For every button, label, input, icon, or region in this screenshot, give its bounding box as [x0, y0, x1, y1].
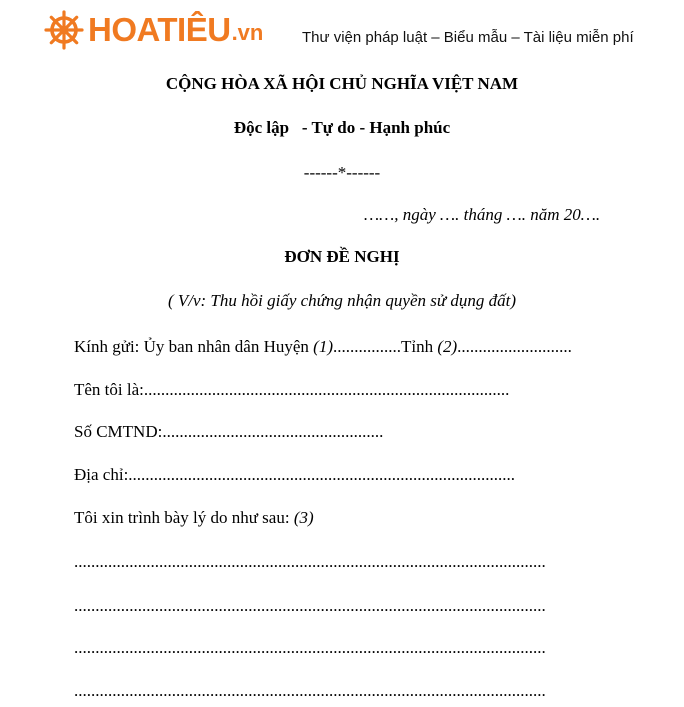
separator: ------*------ — [303, 163, 381, 182]
id-line: Số CMTND:.................................................... — [74, 422, 384, 441]
site-tagline: Thư viện pháp luật – Biểu mẫu – Tài liệu miễn phí — [302, 29, 634, 46]
hoatieu-logo[interactable] — [44, 10, 263, 50]
recipient-mid: ................Tỉnh — [332, 337, 438, 356]
note-2: (2) — [437, 337, 458, 356]
ship-wheel-icon — [44, 10, 84, 50]
blank-line: ............................................................................................................... — [74, 638, 546, 657]
national-title: CỘNG HÒA XÃ HỘI CHỦ NGHĨA VIỆT NAM — [165, 74, 519, 93]
blank-line: ............................................................................................................... — [74, 552, 546, 571]
motto: Độc lập - Tự do - Hạnh phúc — [233, 118, 451, 137]
recipient-line — [74, 337, 572, 357]
site-header — [0, 0, 684, 68]
note-3: (3) — [293, 508, 314, 527]
recipient-tail: ........................... — [457, 337, 572, 356]
document-title: ĐƠN ĐỀ NGHỊ — [284, 247, 400, 266]
logo-suffix: .vn — [231, 20, 264, 45]
reason-line — [74, 508, 314, 528]
reason-label: Tôi xin trình bày lý do như sau: — [74, 508, 294, 527]
note-1: (1) — [313, 337, 333, 356]
logo-text: HOATIÊU — [88, 11, 231, 48]
name-line: Tên tôi là:...................................................................................... — [74, 380, 510, 399]
blank-line: ............................................................................................................... — [74, 681, 546, 700]
date-line: ……, ngày …. tháng …. năm 20…. — [364, 205, 601, 224]
address-line: Địa chỉ:........................................................................................... — [74, 465, 516, 484]
recipient-label: Kính gửi: Ủy ban nhân dân Huyện — [74, 337, 314, 356]
document-subject: ( V/v: Thu hồi giấy chứng nhận quyền sử dụng đất) — [167, 291, 517, 310]
blank-line: ............................................................................................................... — [74, 596, 546, 615]
